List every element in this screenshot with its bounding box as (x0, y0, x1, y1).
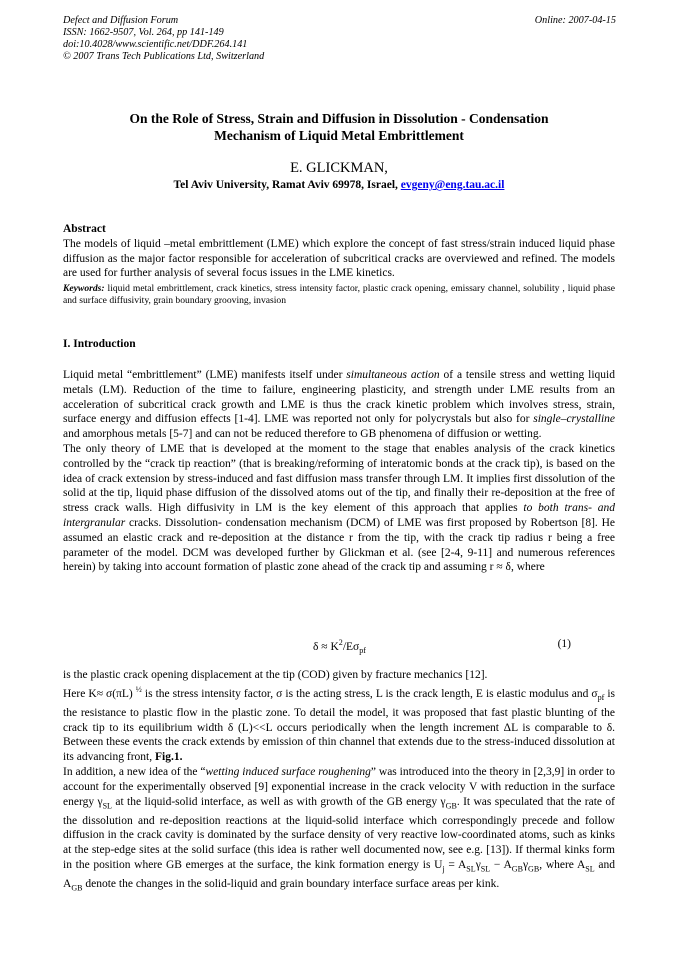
p5-sub-2: GB (445, 800, 457, 810)
title-line-2: Mechanism of Liquid Metal Embrittlement (214, 128, 464, 143)
p5-text-3: at the liquid-solid interface, as well as with growth of the GB energy γ (111, 795, 446, 808)
p5-text: In addition, a new idea of the “ (63, 765, 206, 778)
p4-text: Here K≈ σ(πL) (63, 687, 136, 700)
p1-text: Liquid metal “embrittlement” (LME) manifests itself under (63, 369, 347, 381)
p5-sub-3: j (442, 864, 445, 874)
figure-1-reference: Fig.1. (154, 751, 183, 764)
p5-text-10: and A (63, 858, 616, 891)
p5-text-7: − A (490, 858, 512, 871)
p4-sub: pf (597, 692, 605, 702)
eq-lhs: δ ≈ K (313, 640, 339, 653)
p2-text-2: cracks. Dissolution- condensation mechanism (DCM) of LME was first proposed by Robertson [8]. He assumed an elastic crack and re-deposition at the distance r from the tip, with the crack tip radius r being a free parameter of the model. DCM was developed further by Glickman et al. (see [2-4, 9-11] and numerous references herein) by taking into account formation of plastic zone ahead of the crack tip and assuming r ≈ δ, where (63, 516, 615, 574)
p5-text-8: γ (522, 858, 529, 871)
p5-sub-8: SL (585, 864, 595, 874)
p5-text-4: . It was speculated that the rate of the dissolution and re-deposition reactions at the liquid-solid interface which correspondingly precede and follow diffusion in the crack cavity is dominated by the surface density of very reactive low-coordinated atoms, such as kinks at the step-edge sites at the solid surface (this idea is rather well documented now, see e.g. [13]). If thermal kinks form in the position where GB emerges at the surface, the kink formation energy is U (63, 795, 615, 871)
p4-text-3: is the resistance to plastic flow in the plastic zone. To detail the model, it was proposed that fast plastic blunting of the crack tip to its equilibrium width δ (L)<<L occurs periodically when the length increment ΔL is comparable to δ. Between these events the crack extends by emission of thin channel that extends due to the stress-induced dissolution at its advancing front, (63, 687, 615, 764)
p1-emph-2: single–crystalline (533, 413, 615, 426)
paragraph-1 (63, 368, 615, 442)
p5-sub-7: GB (528, 864, 540, 874)
p5-sub-5: SL (480, 864, 491, 874)
p5-emph: wetting induced surface roughening (205, 765, 371, 778)
paper-title (63, 110, 615, 144)
doi-line: doi:10.4028/www.scientific.net/DDF.264.141 (63, 39, 248, 50)
equation-formula (313, 638, 366, 655)
author-email-link[interactable]: evgeny@eng.tau.ac.il (400, 179, 505, 191)
journal-header (63, 15, 264, 63)
intro-heading-text: I. Introduction (63, 338, 136, 350)
p5-text-2: ” was introduced into the theory in [2,3,9] in order to account for the experimentally observed [9] exponential increase in the crack velocity V with reduction in the surface energy γ (63, 765, 616, 808)
paragraph-3: is the plastic crack opening displacement at the tip (COD) given by fracture mechanics [12]. (63, 669, 488, 681)
journal-name: Defect and Diffusion Forum (63, 15, 179, 26)
abstract-section (63, 222, 615, 307)
paragraph-4 (63, 683, 615, 765)
eq-mid: /Eσ (342, 640, 360, 653)
title-line-1: On the Role of Stress, Strain and Diffusion in Dissolution - Condensation (129, 111, 549, 126)
keywords-label: Keywords: (63, 283, 105, 295)
intro-text-top (63, 368, 615, 575)
p1-text-2: of a tensile stress and wetting liquid metals (LM). Reduction of the time to failure, engineering plasticity, and strength under LME results from an acceleration of subcritical crack growth and LME is thus the crack kinetic problem which involves stress, strain, surface energy and diffusion effects [1-4]. LME was reported not only for polycrystals but also for (63, 369, 615, 426)
affiliation (63, 179, 615, 191)
p5-sub-9: GB (71, 883, 83, 893)
introduction-heading (63, 337, 615, 352)
p1-emph-1: simultaneous action (346, 369, 440, 381)
p5-text-6: γ (475, 858, 481, 871)
equation-number: (1) (557, 638, 571, 650)
p5-sub-1: SL (102, 800, 112, 810)
keywords (63, 283, 615, 307)
copyright-line: © 2007 Trans Tech Publications Ltd, Switzerland (63, 51, 265, 62)
online-date: Online: 2007-04-15 (534, 15, 616, 26)
paragraph-2 (63, 442, 615, 575)
p1-text-3: and amorphous metals [5-7] and can not be reduced therefore to GB phenomena of diffusion or wetting. (63, 428, 542, 441)
p4-sup: ½ (135, 684, 142, 694)
p4-text-2: is the stress intensity factor, σ is the acting stress, L is the crack length, E is elastic modulus and σ (141, 687, 598, 700)
p2-emph: to both trans- and intergranular (63, 502, 615, 529)
issn-line: ISSN: 1662-9507, Vol. 264, pp 141-149 (63, 27, 224, 38)
affiliation-text: Tel Aviv University, Ramat Aviv 69978, Israel, (173, 179, 398, 191)
author-name: E. GLICKMAN, (290, 160, 388, 176)
intro-text-bottom (63, 668, 615, 896)
eq-sup: 2 (338, 638, 343, 647)
p5-text-5: = A (444, 858, 467, 871)
abstract-heading: Abstract (63, 223, 106, 235)
p5-text-9: , where A (539, 858, 586, 871)
p5-text-11: denote the changes in the solid-liquid and grain boundary interface surface areas per kink. (82, 878, 500, 891)
abstract-text: The models of liquid –metal embrittlement (LME) which explore the concept of fast stress/strain induced liquid phase diffusion as the major factor responsible for acceleration of subcritical cracks are overviewed and refined. The models are used for further analysis of several focus issues in the LME kinetics. (63, 237, 615, 280)
keywords-text: liquid metal embrittlement, crack kinetics, stress intensity factor, plastic crack opening, emissary channel, solubility , liquid phase and surface diffusivity, grain boundary grooving, invasion (63, 283, 615, 307)
p5-sub-4: SL (466, 864, 476, 874)
paragraph-5 (63, 765, 615, 896)
p5-sub-6: GB (511, 864, 523, 874)
p2-text: The only theory of LME that is developed at the moment to the stage that enables analysis of the crack kinetics controlled by the “crack tip reaction” (that is breaking/reforming of interatomic bonds at the crack tip), is based on the idea of crack extension by stress-induced and fast diffusion mass transfer through LM. It implies first dissolution of the solid at the tip, liquid phase diffusion of the dissolved atoms out of the tip, and finally their re-deposition at the free of stress crack walls. High diffusivity in LM is the key element of this approach that applies (63, 442, 615, 515)
eq-sub: pf (359, 646, 366, 656)
